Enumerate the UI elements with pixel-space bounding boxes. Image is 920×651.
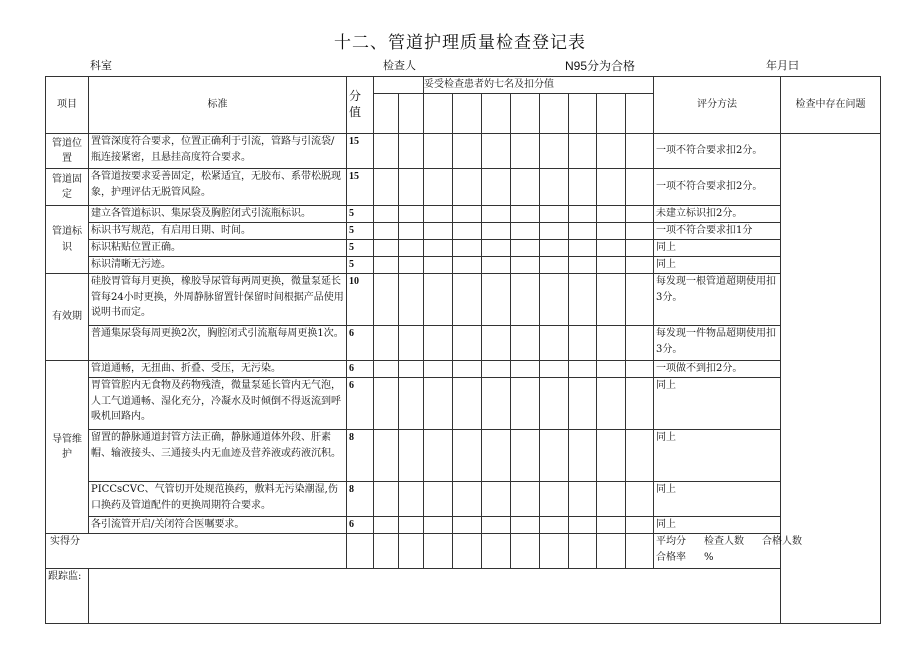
header-score: 分值 <box>347 77 374 134</box>
method-cell: 同上 <box>654 482 781 517</box>
standard-cell: 普通集尿袋每周更换2次，胸腔闭式引流瓶每周更换1次。 <box>89 326 347 361</box>
standard-cell: PICCsCVC、气管切开处规范换药，敷料无污染潮湿,伤口换药及管道配件的更换周期符合要求。 <box>89 482 347 517</box>
score-cell: 6 <box>347 326 374 361</box>
score-cell: 5 <box>347 257 374 274</box>
score-cell: 15 <box>347 134 374 169</box>
item-cell: 有效期 <box>46 274 89 361</box>
method-cell: 同上 <box>654 430 781 482</box>
table-row <box>46 482 881 517</box>
table-row <box>46 240 881 257</box>
standard-cell: 标识清晰无污迹。 <box>89 257 347 274</box>
table-row <box>46 134 881 169</box>
table-row <box>46 257 881 274</box>
header-standard: 标准 <box>89 77 347 134</box>
score-cell: 5 <box>347 223 374 240</box>
standard-cell: 留置的静脉通道封管方法正确，静脉通道体外段、肝素帽、输液接头、三通接头内无血迹及营养液或药液沉积。 <box>89 430 347 482</box>
score-cell: 6 <box>347 361 374 378</box>
actual-score-label: 实得分 <box>46 534 347 569</box>
score-cell: 6 <box>347 378 374 430</box>
table-row <box>46 169 881 206</box>
score-cell: 5 <box>347 240 374 257</box>
inspection-table <box>45 76 881 624</box>
table-row <box>46 206 881 223</box>
method-cell: 一项不符合要求扣2分。 <box>654 134 781 169</box>
department-label: 科室 <box>90 59 112 72</box>
method-cell: 每发现一根管道超期使用扣3分。 <box>654 274 781 326</box>
header-item: 项目 <box>46 77 89 134</box>
count-label: 检查人数 <box>704 536 744 547</box>
header-method: 评分方法 <box>654 77 781 134</box>
followup-label: 跟踪监: <box>46 569 89 624</box>
method-cell: 同上 <box>654 257 781 274</box>
method-cell: 一项不符合要求扣1分 <box>654 223 781 240</box>
header-patients: 妥受检查患者妁七名及扣分值 <box>424 77 654 94</box>
standard-cell: 置管深度符合要求，位置正确利于引流，管路与引流袋/瓶连接紧密，且悬挂高度符合要求。 <box>89 134 347 169</box>
table-row <box>46 430 881 482</box>
standard-cell: 各引流管开启/关闭符合医嘱要求。 <box>89 517 347 534</box>
table-row <box>46 274 881 326</box>
summary-stats <box>654 534 802 569</box>
pass-score-label: N95分为合格 <box>565 59 636 73</box>
problems-column <box>781 134 881 624</box>
header-row <box>46 77 881 94</box>
date-label: 年月曰 <box>766 59 799 72</box>
standard-cell: 标识书写规范，有启用日期、时间。 <box>89 223 347 240</box>
table-row <box>46 361 881 378</box>
table-row <box>46 223 881 240</box>
method-cell: 同上 <box>654 240 781 257</box>
score-cell: 8 <box>347 482 374 517</box>
score-cell: 5 <box>347 206 374 223</box>
score-cell: 10 <box>347 274 374 326</box>
table-row <box>46 378 881 430</box>
standard-cell: 硅胶胃管每月更换，橡胶导尿管每两周更换，微量泵延长管每24小时更换，外周静脉留置针保留时间根据产品使用说明书而定。 <box>89 274 347 326</box>
standard-cell: 各管道按要求妥善固定，松紧适宜，无胶布、系带松脱现象，护理评估无脱管风险。 <box>89 169 347 206</box>
method-cell: 同上 <box>654 378 781 430</box>
inspector-label: 检查人 <box>383 59 416 72</box>
avg-label: 平均分 <box>656 536 686 547</box>
header-problems: 检查中存在问题 <box>781 77 881 134</box>
summary-row <box>46 534 881 569</box>
method-cell: 同上 <box>654 517 781 534</box>
method-cell: 一项做不到扣2分。 <box>654 361 781 378</box>
pass-count-label: 合格人数 <box>762 536 802 547</box>
item-cell: 管道固定 <box>46 169 89 206</box>
standard-cell: 建立各管道标识、集尿袋及胸腔闭式引流瓶标识。 <box>89 206 347 223</box>
table-row <box>46 517 881 534</box>
standard-cell: 胃管管腔内无食物及药物残渣，微量泵延长管内无气泡，人工气道通畅、湿化充分，冷凝水及时倾倒不得返流到呼吸机回路内。 <box>89 378 347 430</box>
followup-row <box>46 569 881 624</box>
table-row <box>46 326 881 361</box>
page-title: 十二、管道护理质量检查登记表 <box>334 33 586 53</box>
score-cell: 6 <box>347 517 374 534</box>
standard-cell: 标识粘贴位置正确。 <box>89 240 347 257</box>
method-cell: 未建立标识扣2分。 <box>654 206 781 223</box>
method-cell: 一项不符合要求扣2分。 <box>654 169 781 206</box>
item-cell: 管道标识 <box>46 206 89 274</box>
score-cell: 8 <box>347 430 374 482</box>
item-cell: 导管维护 <box>46 361 89 534</box>
percent-label: % <box>704 551 714 563</box>
item-cell: 管道位置 <box>46 134 89 169</box>
standard-cell: 管道通畅，无扭曲、折叠、受压，无污染。 <box>89 361 347 378</box>
method-cell: 每发现一件物品超期使用扣3分。 <box>654 326 781 361</box>
score-cell: 15 <box>347 169 374 206</box>
pass-rate-label: 合格率 <box>656 551 686 563</box>
